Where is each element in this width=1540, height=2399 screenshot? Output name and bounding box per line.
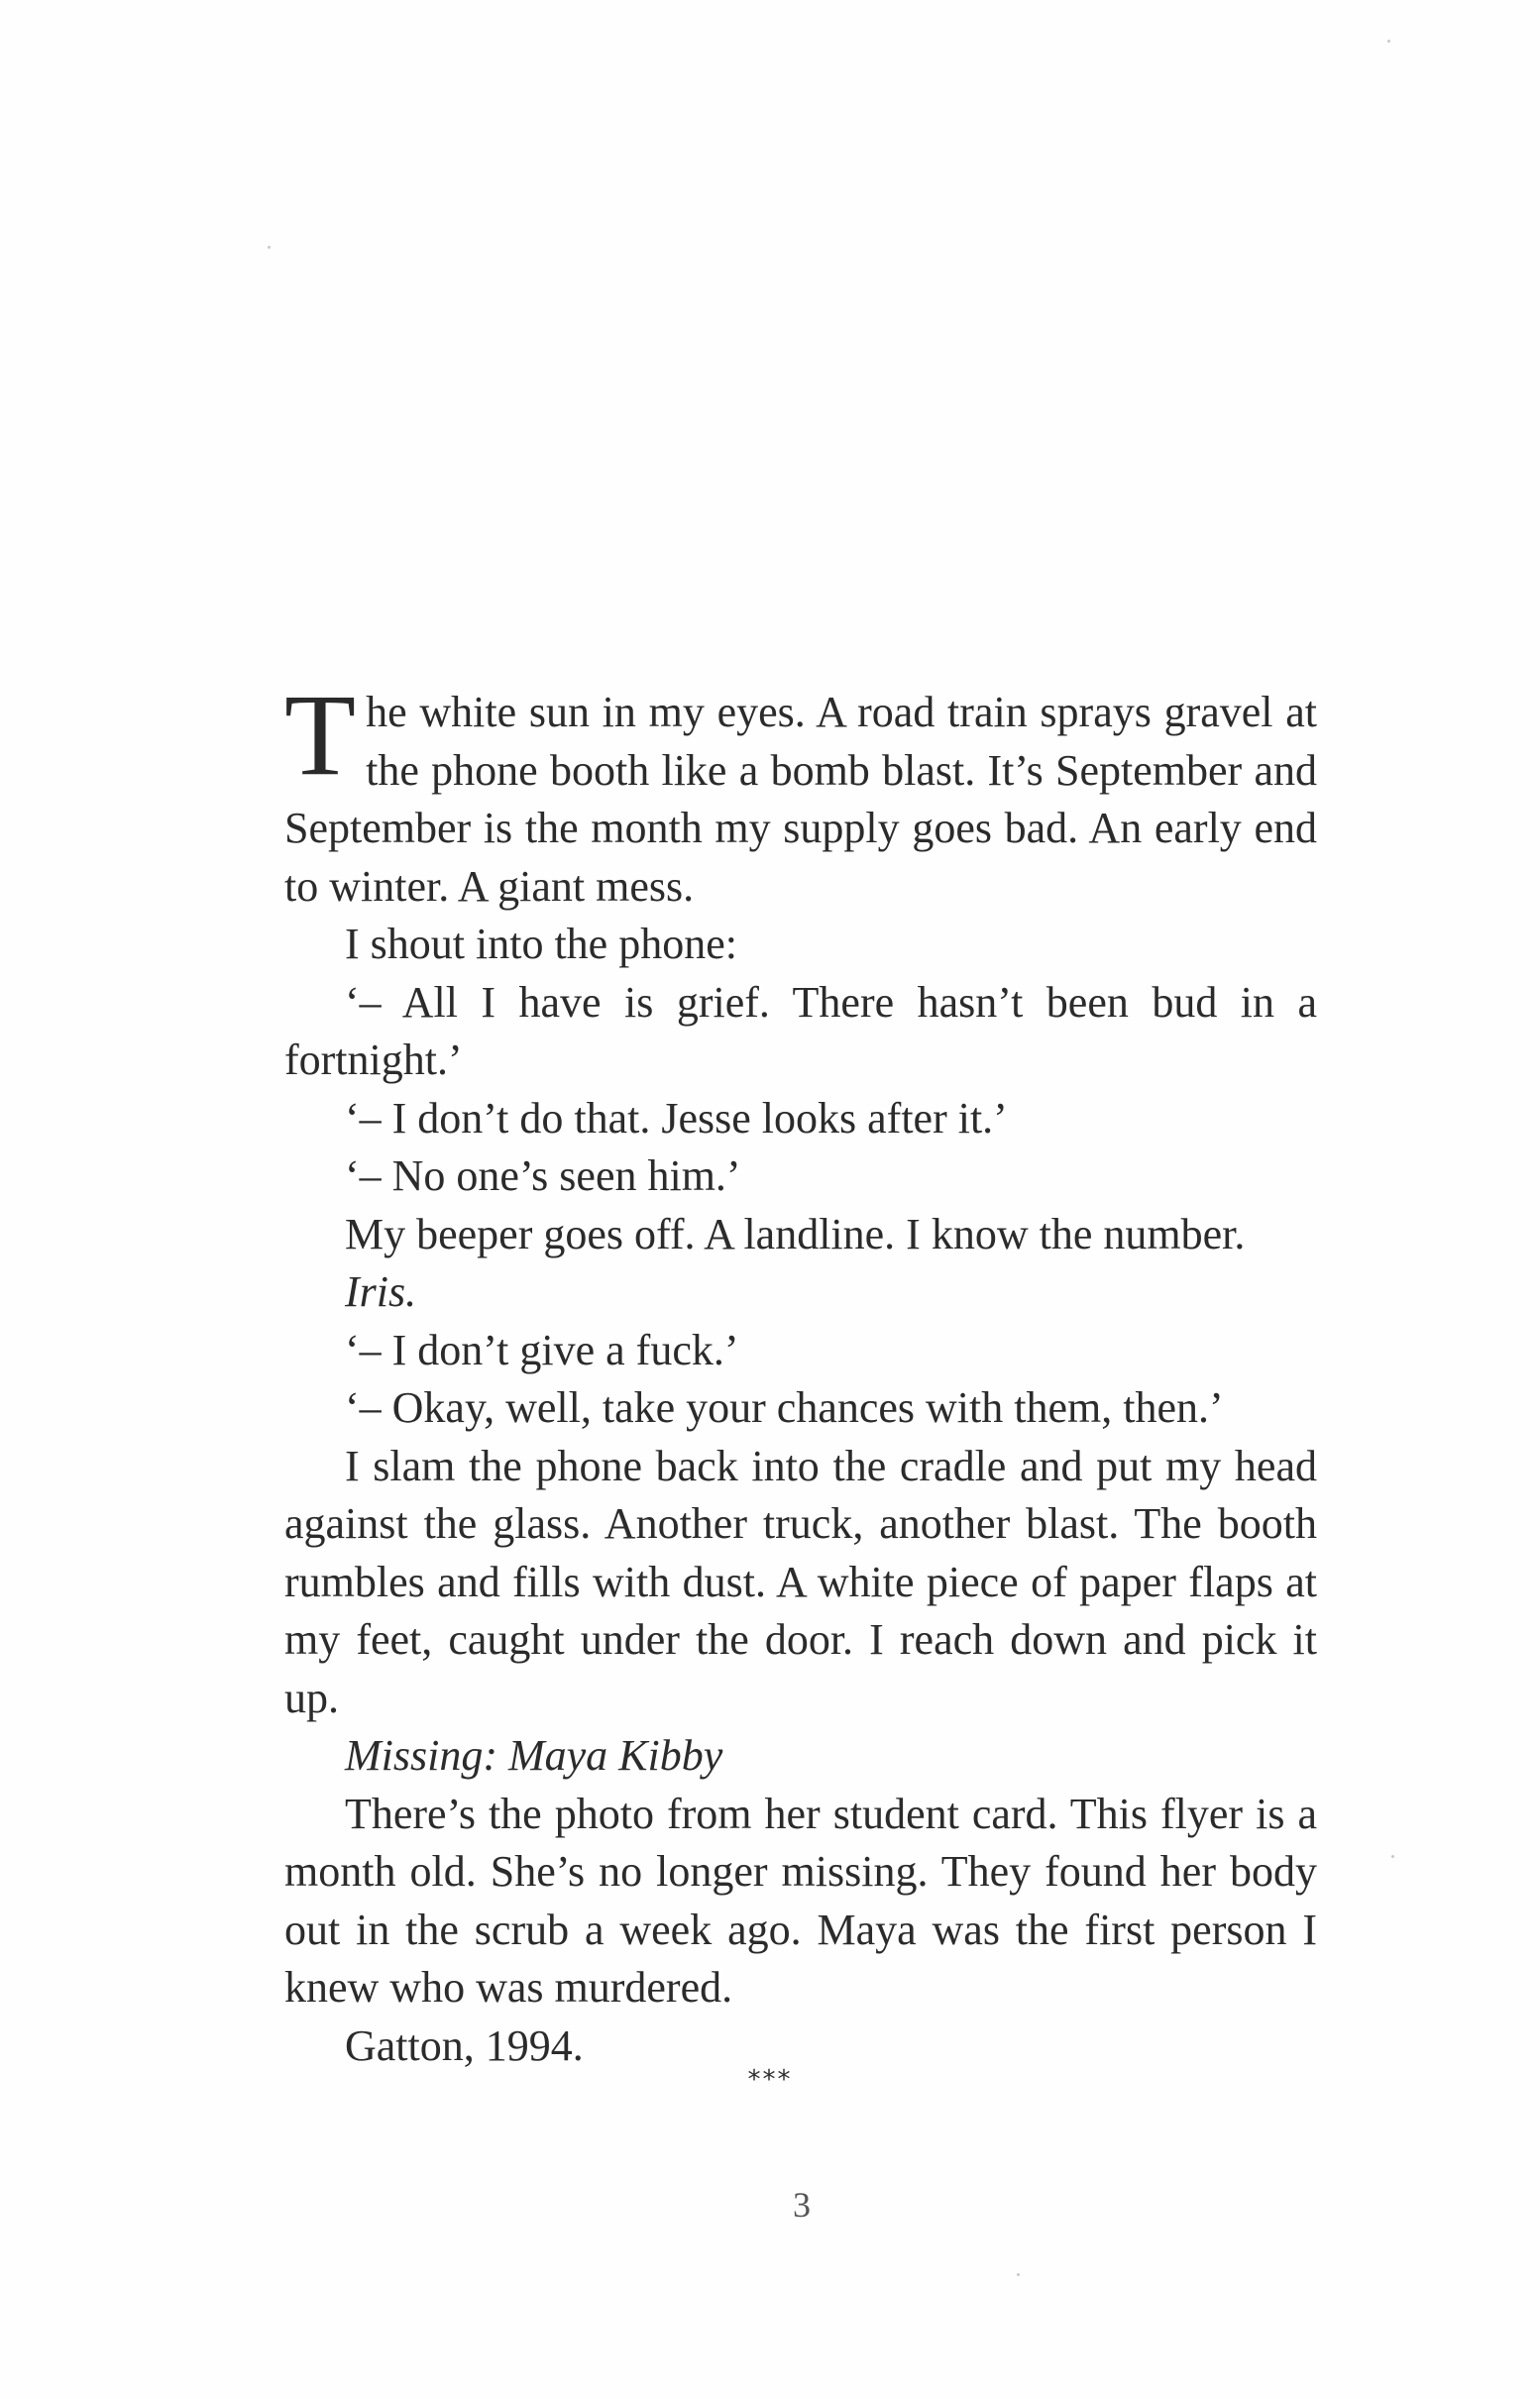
dialogue-line: ‘– Okay, well, take your chances with them, then.’ [345, 1383, 1224, 1432]
flyer-heading: Missing: Maya Kibby [345, 1731, 723, 1780]
paragraph: I slam the phone back into the cradle and put my head against the glass. Another truck, another blast. The booth rumbles and fills with dust. A white piece of paper flaps at my feet, caught under the door. I reach down and pick it up. [284, 1441, 1317, 1722]
dialogue-line: ‘– All I have is grief. There hasn’t been bud in a fortnight.’ [284, 977, 1317, 1084]
page-number: 3 [793, 2185, 811, 2225]
paper-speck [1387, 40, 1390, 43]
drop-cap: T [284, 670, 357, 800]
paragraph: My beeper goes off. A landline. I know the number. [345, 1209, 1246, 1258]
place-date-line: Gatton, 1994. [345, 2020, 584, 2070]
paper-speck [1017, 2273, 1020, 2276]
dialogue-line: ‘– I don’t do that. Jesse looks after it.’ [345, 1093, 1008, 1143]
dialogue-line: ‘– I don’t give a fuck.’ [345, 1325, 739, 1374]
paragraph: I shout into the phone: [345, 920, 737, 968]
opening-text: he white sun in my eyes. A road train sprays gravel at the phone booth like a bomb blast. It’s September and September is the month my supply goes bad. An early end to winter. A giant mess. [284, 688, 1317, 911]
paper-speck [268, 246, 271, 249]
paragraph: There’s the photo from her student card. This flyer is a month old. She’s no longer missing. They found her body out in the scrub a week ago. Maya was the first person I knew who was murdered. [284, 1789, 1317, 2012]
chapter-text [284, 670, 1317, 2075]
caller-name: Iris. [345, 1267, 417, 1316]
dialogue-line: ‘– No one’s seen him.’ [345, 1151, 741, 1200]
paper-speck [1391, 1855, 1394, 1858]
section-break: *** [747, 2065, 793, 2095]
opening-paragraph [284, 670, 1317, 916]
